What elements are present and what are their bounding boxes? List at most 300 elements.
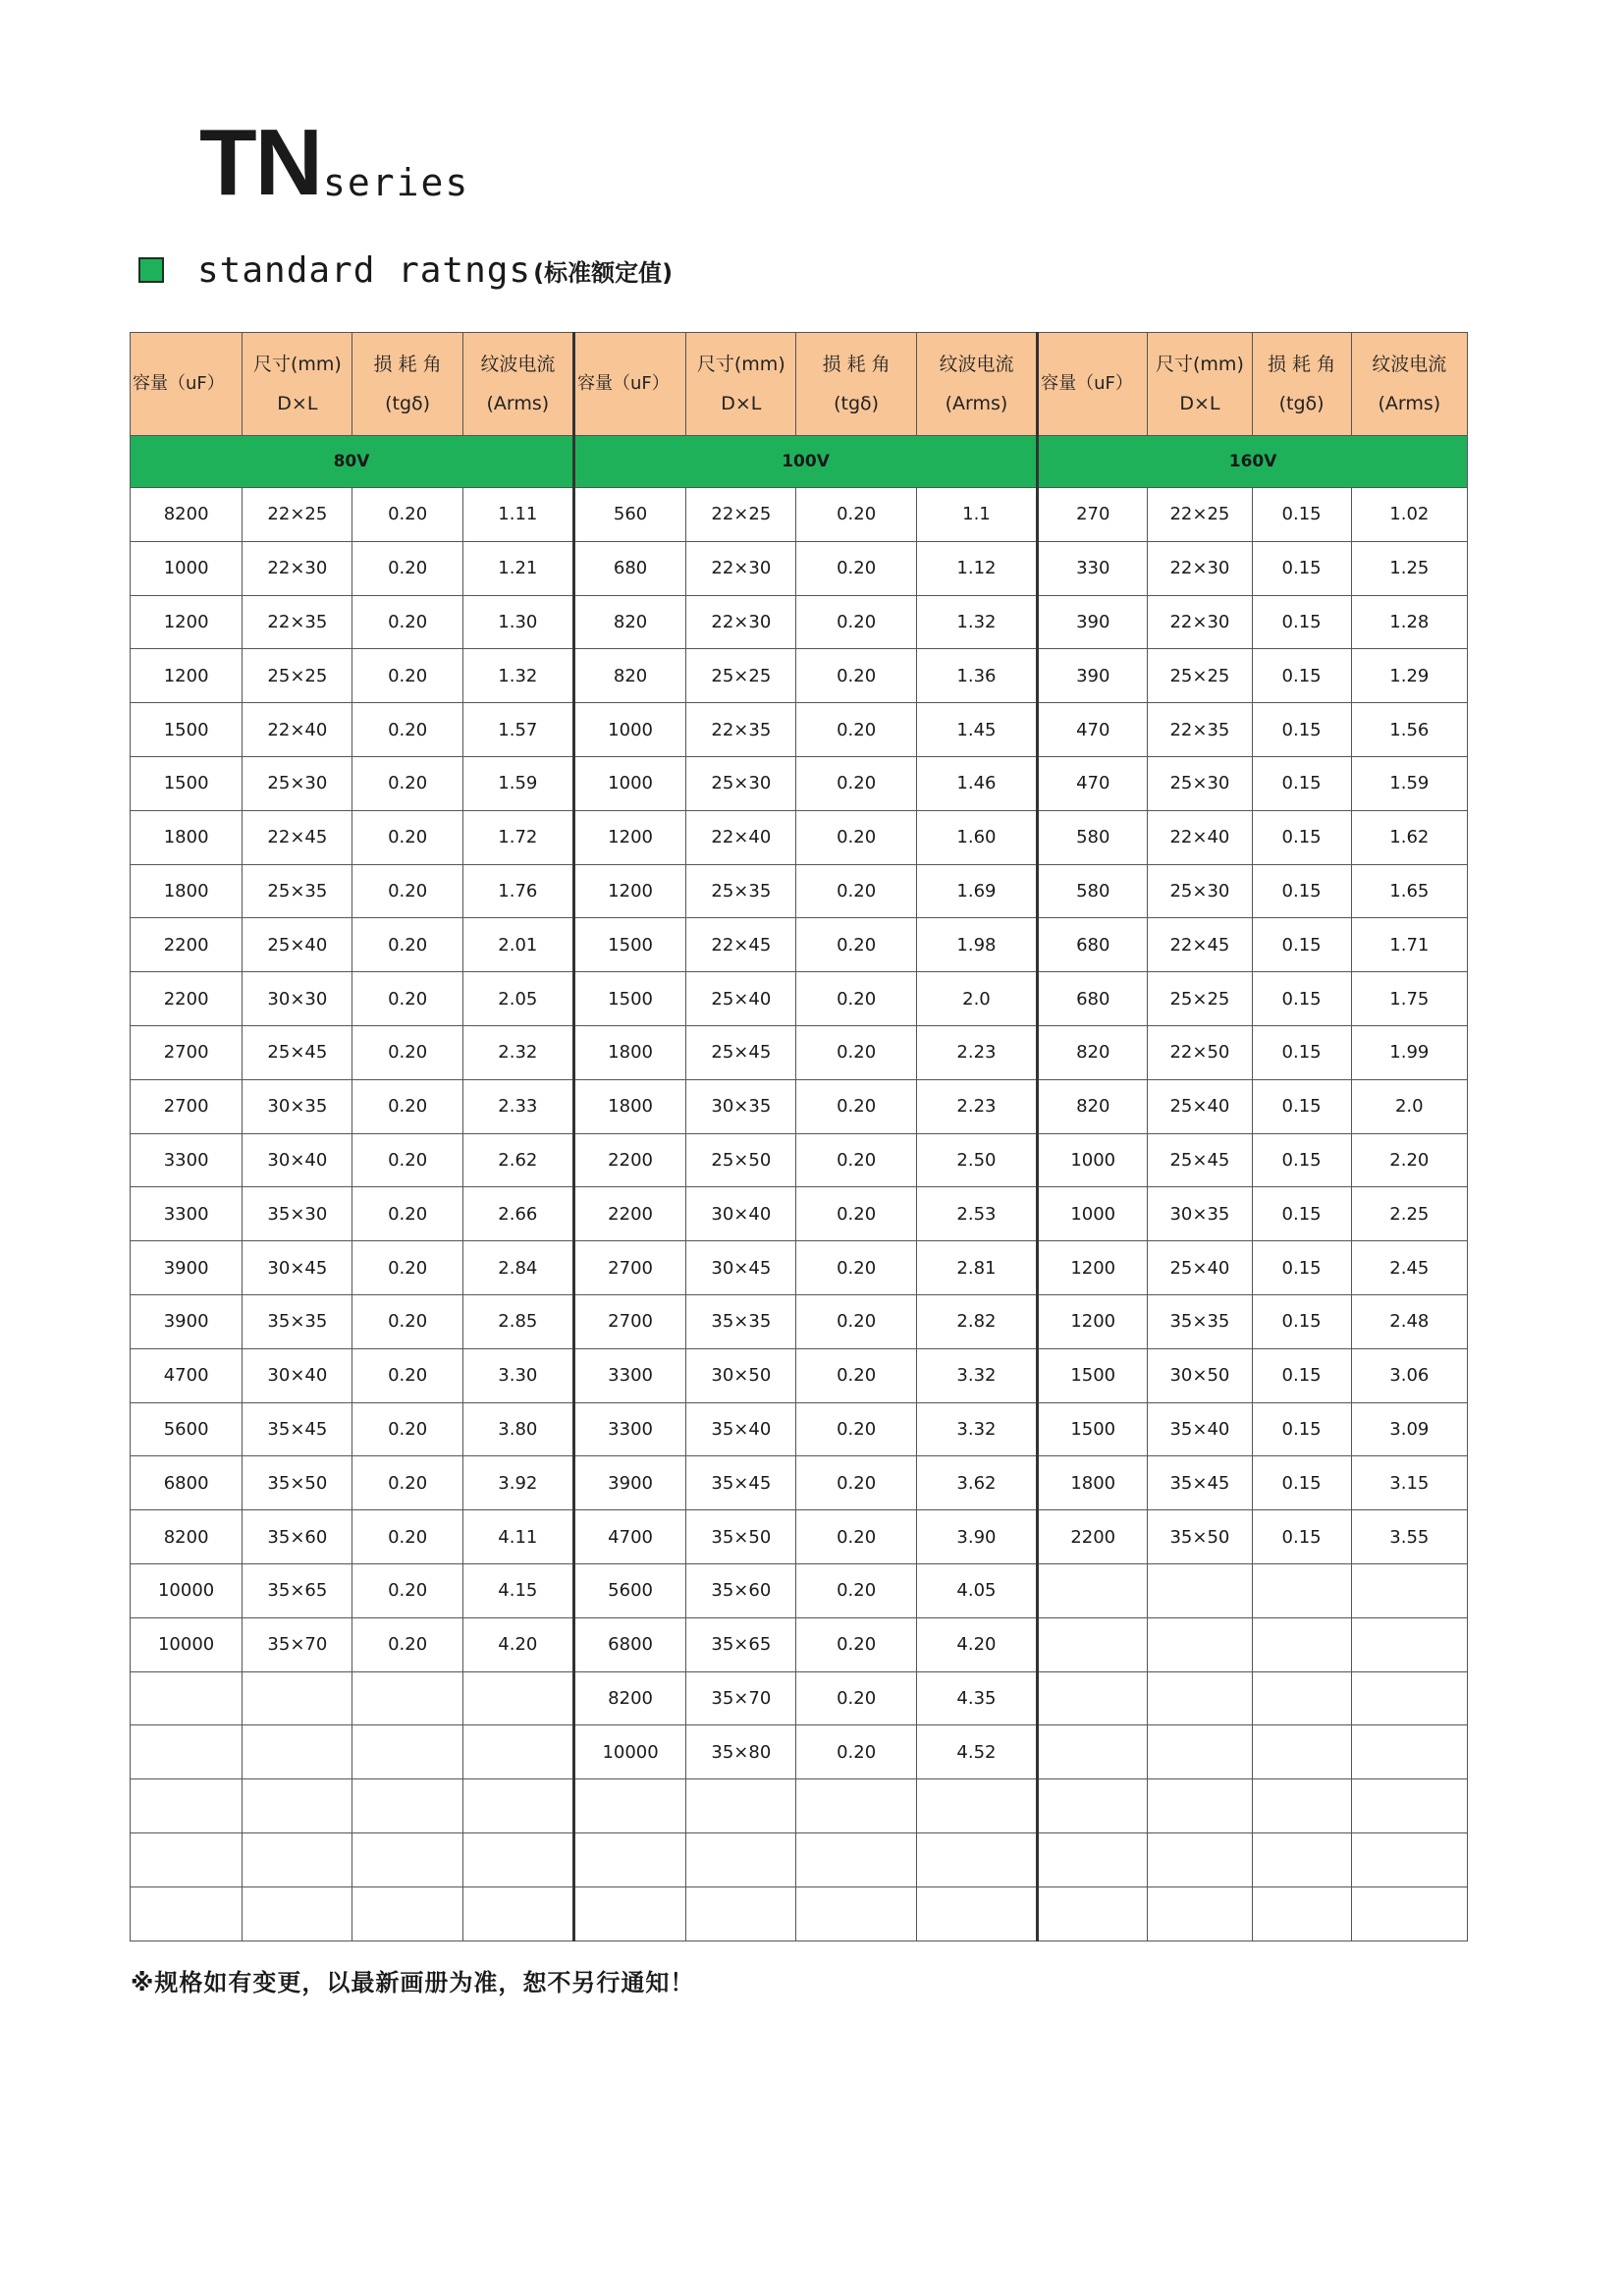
loss-angle-cell xyxy=(796,1886,916,1941)
ripple-current-cell: 1.57 xyxy=(462,703,573,757)
ripple-current-cell xyxy=(1351,1779,1467,1833)
loss-angle-cell: 0.20 xyxy=(352,756,462,810)
size-cell xyxy=(1148,1671,1252,1725)
ripple-current-cell xyxy=(916,1832,1037,1886)
ripple-current-cell: 1.69 xyxy=(916,864,1037,918)
size-cell: 30×30 xyxy=(243,972,352,1026)
size-cell xyxy=(243,1671,352,1725)
size-cell: 22×45 xyxy=(1148,918,1252,972)
series-title xyxy=(199,110,470,215)
size-cell xyxy=(686,1886,796,1941)
loss-angle-cell: 0.15 xyxy=(1252,810,1351,864)
size-cell: 30×50 xyxy=(686,1348,796,1402)
loss-angle-cell: 0.20 xyxy=(796,1725,916,1779)
loss-angle-cell: 0.20 xyxy=(796,1079,916,1133)
loss-angle-cell: 0.20 xyxy=(796,1510,916,1564)
capacitance-cell: 2200 xyxy=(131,972,243,1026)
loss-angle-cell: 0.15 xyxy=(1252,1456,1351,1510)
capacitance-cell: 680 xyxy=(1038,918,1148,972)
size-cell xyxy=(243,1725,352,1779)
size-cell xyxy=(1148,1832,1252,1886)
capacitance-cell: 820 xyxy=(1038,1025,1148,1079)
size-cell: 35×45 xyxy=(243,1402,352,1456)
size-cell: 22×40 xyxy=(243,703,352,757)
voltage-label: 160V xyxy=(1038,436,1468,488)
size-cell: 25×40 xyxy=(1148,1079,1252,1133)
ripple-current-cell: 1.11 xyxy=(462,488,573,542)
size-cell: 35×45 xyxy=(1148,1456,1252,1510)
table-row xyxy=(131,1241,1468,1295)
ripple-current-cell: 1.02 xyxy=(1351,488,1467,542)
size-cell xyxy=(1148,1563,1252,1617)
ripple-current-cell xyxy=(462,1671,573,1725)
header-size-label: 尺寸(mm) xyxy=(252,354,342,375)
size-cell xyxy=(243,1886,352,1941)
capacitance-cell: 8200 xyxy=(131,1510,243,1564)
size-cell: 22×25 xyxy=(686,488,796,542)
capacitance-cell xyxy=(573,1779,685,1833)
ripple-current-cell: 2.32 xyxy=(462,1025,573,1079)
ripple-current-cell: 2.53 xyxy=(916,1187,1037,1241)
size-cell: 25×25 xyxy=(1148,972,1252,1026)
ripple-current-cell: 4.20 xyxy=(462,1617,573,1671)
capacitance-cell xyxy=(131,1832,243,1886)
capacitance-cell xyxy=(1038,1617,1148,1671)
capacitance-cell: 1800 xyxy=(131,864,243,918)
size-cell: 30×50 xyxy=(1148,1348,1252,1402)
table-row xyxy=(131,1617,1468,1671)
table-row xyxy=(131,756,1468,810)
ripple-current-cell xyxy=(462,1832,573,1886)
loss-angle-cell xyxy=(1252,1779,1351,1833)
size-cell: 30×40 xyxy=(243,1348,352,1402)
series-title-main: TN xyxy=(199,110,321,215)
size-cell: 22×40 xyxy=(686,810,796,864)
table-row xyxy=(131,1348,1468,1402)
loss-angle-cell: 0.20 xyxy=(352,1510,462,1564)
loss-angle-cell xyxy=(352,1886,462,1941)
ripple-current-cell xyxy=(462,1886,573,1941)
size-cell: 35×45 xyxy=(686,1456,796,1510)
size-cell: 35×35 xyxy=(1148,1294,1252,1348)
capacitance-cell xyxy=(131,1671,243,1725)
size-cell: 22×50 xyxy=(1148,1025,1252,1079)
header-ripple-current-label: 纹波电流 xyxy=(939,354,1014,375)
capacitance-cell: 680 xyxy=(1038,972,1148,1026)
capacitance-cell: 3900 xyxy=(131,1294,243,1348)
size-cell xyxy=(243,1832,352,1886)
series-title-sub: series xyxy=(322,161,470,204)
capacitance-cell: 2200 xyxy=(573,1187,685,1241)
table-row xyxy=(131,595,1468,649)
loss-angle-cell: 0.15 xyxy=(1252,756,1351,810)
loss-angle-cell: 0.20 xyxy=(796,1563,916,1617)
loss-angle-cell: 0.20 xyxy=(352,488,462,542)
size-cell: 25×35 xyxy=(686,864,796,918)
loss-angle-cell: 0.15 xyxy=(1252,1241,1351,1295)
loss-angle-cell: 0.15 xyxy=(1252,649,1351,703)
capacitance-cell xyxy=(1038,1563,1148,1617)
ripple-current-cell: 1.65 xyxy=(1351,864,1467,918)
capacitance-cell: 1800 xyxy=(573,1025,685,1079)
table-row xyxy=(131,541,1468,595)
loss-angle-cell xyxy=(352,1779,462,1833)
capacitance-cell xyxy=(1038,1779,1148,1833)
loss-angle-cell: 0.20 xyxy=(796,541,916,595)
size-cell xyxy=(1148,1779,1252,1833)
size-cell: 25×30 xyxy=(1148,864,1252,918)
size-cell: 30×35 xyxy=(243,1079,352,1133)
loss-angle-cell: 0.20 xyxy=(352,595,462,649)
loss-angle-cell: 0.20 xyxy=(352,1563,462,1617)
capacitance-cell: 1800 xyxy=(131,810,243,864)
header-loss-angle xyxy=(1252,333,1351,436)
size-cell: 35×50 xyxy=(1148,1510,1252,1564)
capacitance-cell xyxy=(573,1832,685,1886)
capacitance-cell: 10000 xyxy=(131,1563,243,1617)
ripple-current-cell: 2.62 xyxy=(462,1133,573,1187)
capacitance-cell xyxy=(131,1886,243,1941)
loss-angle-cell xyxy=(1252,1563,1351,1617)
table-row xyxy=(131,1832,1468,1886)
size-cell: 35×50 xyxy=(686,1510,796,1564)
table-row xyxy=(131,1025,1468,1079)
ripple-current-cell: 2.05 xyxy=(462,972,573,1026)
loss-angle-cell: 0.20 xyxy=(796,1671,916,1725)
loss-angle-cell: 0.20 xyxy=(796,1133,916,1187)
capacitance-cell: 1500 xyxy=(1038,1402,1148,1456)
capacitance-cell: 6800 xyxy=(573,1617,685,1671)
loss-angle-cell xyxy=(352,1832,462,1886)
loss-angle-cell: 0.20 xyxy=(352,1079,462,1133)
table-row xyxy=(131,864,1468,918)
capacitance-cell: 1800 xyxy=(573,1079,685,1133)
loss-angle-cell: 0.15 xyxy=(1252,1402,1351,1456)
header-ripple-current-unit: (Arms) xyxy=(1378,393,1441,414)
section-heading xyxy=(138,246,673,295)
capacitance-cell: 10000 xyxy=(131,1617,243,1671)
size-cell: 22×30 xyxy=(686,541,796,595)
size-cell: 35×70 xyxy=(686,1671,796,1725)
size-cell: 35×40 xyxy=(1148,1402,1252,1456)
ripple-current-cell: 2.23 xyxy=(916,1025,1037,1079)
header-size-unit: D×L xyxy=(721,393,762,414)
header-ripple-current xyxy=(1351,333,1467,436)
ripple-current-cell: 1.45 xyxy=(916,703,1037,757)
size-cell: 35×50 xyxy=(243,1456,352,1510)
ripple-current-cell: 3.32 xyxy=(916,1402,1037,1456)
ripple-current-cell: 2.82 xyxy=(916,1294,1037,1348)
capacitance-cell: 270 xyxy=(1038,488,1148,542)
header-ripple-current xyxy=(916,333,1037,436)
ripple-current-cell: 1.76 xyxy=(462,864,573,918)
loss-angle-cell: 0.15 xyxy=(1252,595,1351,649)
section-heading-en: standard ratngs xyxy=(197,249,532,291)
table-row xyxy=(131,1294,1468,1348)
capacitance-cell: 4700 xyxy=(573,1510,685,1564)
capacitance-cell xyxy=(1038,1886,1148,1941)
size-cell: 30×35 xyxy=(1148,1187,1252,1241)
size-cell: 30×40 xyxy=(243,1133,352,1187)
header-loss-angle-label: 损 耗 角 xyxy=(373,354,442,375)
size-cell: 25×40 xyxy=(243,918,352,972)
table-row xyxy=(131,649,1468,703)
ripple-current-cell: 1.99 xyxy=(1351,1025,1467,1079)
loss-angle-cell: 0.20 xyxy=(796,918,916,972)
ripple-current-cell: 1.30 xyxy=(462,595,573,649)
capacitance-cell: 1000 xyxy=(1038,1187,1148,1241)
capacitance-cell: 1200 xyxy=(131,649,243,703)
ripple-current-cell: 1.28 xyxy=(1351,595,1467,649)
capacitance-cell: 3300 xyxy=(573,1348,685,1402)
loss-angle-cell: 0.20 xyxy=(796,1294,916,1348)
loss-angle-cell: 0.15 xyxy=(1252,1079,1351,1133)
header-capacitance-label: 容量（uF） xyxy=(133,373,225,394)
capacitance-cell: 2700 xyxy=(131,1079,243,1133)
capacitance-cell: 470 xyxy=(1038,703,1148,757)
capacitance-cell: 820 xyxy=(573,595,685,649)
voltage-label: 80V xyxy=(131,436,574,488)
size-cell: 22×30 xyxy=(243,541,352,595)
loss-angle-cell: 0.15 xyxy=(1252,1294,1351,1348)
loss-angle-cell: 0.20 xyxy=(796,1402,916,1456)
size-cell: 25×30 xyxy=(686,756,796,810)
size-cell: 35×60 xyxy=(686,1563,796,1617)
ripple-current-cell xyxy=(1351,1671,1467,1725)
size-cell xyxy=(1148,1617,1252,1671)
loss-angle-cell: 0.20 xyxy=(796,1025,916,1079)
size-cell: 30×45 xyxy=(686,1241,796,1295)
header-loss-angle-unit: (tgδ) xyxy=(385,393,431,414)
table-row xyxy=(131,1779,1468,1833)
size-cell: 35×40 xyxy=(686,1402,796,1456)
capacitance-cell xyxy=(573,1886,685,1941)
loss-angle-cell: 0.15 xyxy=(1252,1510,1351,1564)
capacitance-cell: 3300 xyxy=(131,1133,243,1187)
loss-angle-cell: 0.15 xyxy=(1252,541,1351,595)
size-cell: 25×45 xyxy=(686,1025,796,1079)
ripple-current-cell: 4.15 xyxy=(462,1563,573,1617)
size-cell: 35×60 xyxy=(243,1510,352,1564)
loss-angle-cell: 0.20 xyxy=(796,810,916,864)
header-size-unit: D×L xyxy=(1179,393,1220,414)
capacitance-cell: 1000 xyxy=(1038,1133,1148,1187)
ripple-current-cell: 1.60 xyxy=(916,810,1037,864)
loss-angle-cell: 0.20 xyxy=(796,1187,916,1241)
capacitance-cell: 2700 xyxy=(573,1294,685,1348)
ripple-current-cell xyxy=(1351,1725,1467,1779)
ripple-current-cell: 1.98 xyxy=(916,918,1037,972)
table-row xyxy=(131,1187,1468,1241)
size-cell: 22×45 xyxy=(686,918,796,972)
table-row xyxy=(131,1402,1468,1456)
header-size-label: 尺寸(mm) xyxy=(1156,354,1244,375)
size-cell: 22×25 xyxy=(1148,488,1252,542)
loss-angle-cell: 0.20 xyxy=(796,703,916,757)
ripple-current-cell: 3.09 xyxy=(1351,1402,1467,1456)
capacitance-cell: 2200 xyxy=(1038,1510,1148,1564)
ripple-current-cell xyxy=(916,1779,1037,1833)
size-cell xyxy=(1148,1725,1252,1779)
table-row xyxy=(131,972,1468,1026)
header-capacitance-label: 容量（uF） xyxy=(1041,373,1133,394)
ripple-current-cell: 1.75 xyxy=(1351,972,1467,1026)
capacitance-cell: 5600 xyxy=(573,1563,685,1617)
capacitance-cell: 4700 xyxy=(131,1348,243,1402)
ripple-current-cell: 2.84 xyxy=(462,1241,573,1295)
size-cell: 25×45 xyxy=(243,1025,352,1079)
ripple-current-cell: 2.33 xyxy=(462,1079,573,1133)
ripple-current-cell: 1.32 xyxy=(916,595,1037,649)
ripple-current-cell: 1.1 xyxy=(916,488,1037,542)
ripple-current-cell: 1.71 xyxy=(1351,918,1467,972)
capacitance-cell: 1500 xyxy=(1038,1348,1148,1402)
capacitance-cell: 1500 xyxy=(131,756,243,810)
size-cell: 35×35 xyxy=(243,1294,352,1348)
loss-angle-cell: 0.20 xyxy=(352,1294,462,1348)
table-row xyxy=(131,1510,1468,1564)
loss-angle-cell: 0.20 xyxy=(352,810,462,864)
ripple-current-cell: 1.59 xyxy=(1351,756,1467,810)
ripple-current-cell: 1.21 xyxy=(462,541,573,595)
loss-angle-cell: 0.20 xyxy=(352,1241,462,1295)
voltage-row xyxy=(131,436,1468,488)
capacitance-cell: 3300 xyxy=(131,1187,243,1241)
capacitance-cell: 3300 xyxy=(573,1402,685,1456)
size-cell: 22×35 xyxy=(1148,703,1252,757)
size-cell: 25×50 xyxy=(686,1133,796,1187)
loss-angle-cell: 0.20 xyxy=(352,541,462,595)
size-cell: 25×35 xyxy=(243,864,352,918)
loss-angle-cell: 0.20 xyxy=(352,1025,462,1079)
capacitance-cell: 1500 xyxy=(131,703,243,757)
header-loss-angle-unit: (tgδ) xyxy=(1278,393,1325,414)
capacitance-cell: 580 xyxy=(1038,810,1148,864)
size-cell: 22×30 xyxy=(1148,595,1252,649)
capacitance-cell: 1200 xyxy=(573,810,685,864)
ripple-current-cell: 1.46 xyxy=(916,756,1037,810)
ripple-current-cell: 1.29 xyxy=(1351,649,1467,703)
capacitance-cell: 560 xyxy=(573,488,685,542)
loss-angle-cell: 0.20 xyxy=(352,1348,462,1402)
section-heading-zh: (标准额定值) xyxy=(533,258,674,287)
header-loss-angle xyxy=(796,333,916,436)
green-square-icon xyxy=(138,257,164,283)
loss-angle-cell: 0.15 xyxy=(1252,1133,1351,1187)
loss-angle-cell xyxy=(1252,1886,1351,1941)
ripple-current-cell: 1.56 xyxy=(1351,703,1467,757)
ripple-current-cell: 2.50 xyxy=(916,1133,1037,1187)
loss-angle-cell: 0.20 xyxy=(352,1456,462,1510)
capacitance-cell: 1800 xyxy=(1038,1456,1148,1510)
loss-angle-cell: 0.15 xyxy=(1252,864,1351,918)
header-loss-angle-unit: (tgδ) xyxy=(834,393,880,414)
ripple-current-cell: 2.0 xyxy=(1351,1079,1467,1133)
ripple-current-cell: 3.80 xyxy=(462,1402,573,1456)
header-size-unit: D×L xyxy=(277,393,318,414)
capacitance-cell: 5600 xyxy=(131,1402,243,1456)
loss-angle-cell xyxy=(352,1725,462,1779)
loss-angle-cell: 0.20 xyxy=(352,1187,462,1241)
loss-angle-cell: 0.15 xyxy=(1252,1025,1351,1079)
capacitance-cell: 8200 xyxy=(131,488,243,542)
ripple-current-cell: 2.66 xyxy=(462,1187,573,1241)
size-cell: 35×30 xyxy=(243,1187,352,1241)
capacitance-cell: 1000 xyxy=(573,756,685,810)
capacitance-cell: 6800 xyxy=(131,1456,243,1510)
size-cell: 35×65 xyxy=(686,1617,796,1671)
loss-angle-cell: 0.15 xyxy=(1252,972,1351,1026)
loss-angle-cell: 0.20 xyxy=(796,1241,916,1295)
ripple-current-cell: 2.23 xyxy=(916,1079,1037,1133)
table-header-row xyxy=(131,333,1468,436)
header-size-label: 尺寸(mm) xyxy=(696,354,785,375)
ripple-current-cell: 1.62 xyxy=(1351,810,1467,864)
header-size xyxy=(686,333,796,436)
size-cell: 25×40 xyxy=(686,972,796,1026)
size-cell: 22×25 xyxy=(243,488,352,542)
table-row xyxy=(131,488,1468,542)
table-row xyxy=(131,1563,1468,1617)
size-cell: 35×70 xyxy=(243,1617,352,1671)
loss-angle-cell: 0.20 xyxy=(352,703,462,757)
ripple-current-cell: 1.72 xyxy=(462,810,573,864)
ripple-current-cell: 3.90 xyxy=(916,1510,1037,1564)
table-row xyxy=(131,703,1468,757)
capacitance-cell: 680 xyxy=(573,541,685,595)
ripple-current-cell: 2.85 xyxy=(462,1294,573,1348)
ripple-current-cell xyxy=(1351,1886,1467,1941)
ripple-current-cell: 4.20 xyxy=(916,1617,1037,1671)
header-capacitance xyxy=(131,333,243,436)
size-cell: 30×35 xyxy=(686,1079,796,1133)
loss-angle-cell: 0.20 xyxy=(796,1456,916,1510)
size-cell: 25×30 xyxy=(1148,756,1252,810)
header-capacitance-label: 容量（uF） xyxy=(576,373,670,394)
loss-angle-cell: 0.20 xyxy=(796,488,916,542)
loss-angle-cell xyxy=(352,1671,462,1725)
ripple-current-cell: 3.62 xyxy=(916,1456,1037,1510)
table-row xyxy=(131,1133,1468,1187)
ripple-current-cell: 3.06 xyxy=(1351,1348,1467,1402)
loss-angle-cell: 0.20 xyxy=(796,1617,916,1671)
size-cell: 22×35 xyxy=(686,703,796,757)
ripple-current-cell: 3.55 xyxy=(1351,1510,1467,1564)
ripple-current-cell: 3.92 xyxy=(462,1456,573,1510)
capacitance-cell: 2700 xyxy=(573,1241,685,1295)
capacitance-cell: 580 xyxy=(1038,864,1148,918)
ripple-current-cell: 4.05 xyxy=(916,1563,1037,1617)
capacitance-cell: 820 xyxy=(1038,1079,1148,1133)
ripple-current-cell: 3.32 xyxy=(916,1348,1037,1402)
size-cell: 25×30 xyxy=(243,756,352,810)
loss-angle-cell: 0.20 xyxy=(352,918,462,972)
size-cell: 25×25 xyxy=(1148,649,1252,703)
ripple-current-cell: 1.59 xyxy=(462,756,573,810)
size-cell xyxy=(243,1779,352,1833)
capacitance-cell xyxy=(131,1725,243,1779)
size-cell: 25×45 xyxy=(1148,1133,1252,1187)
loss-angle-cell: 0.20 xyxy=(352,972,462,1026)
size-cell: 22×35 xyxy=(243,595,352,649)
capacitance-cell: 2200 xyxy=(573,1133,685,1187)
size-cell: 25×25 xyxy=(686,649,796,703)
capacitance-cell: 8200 xyxy=(573,1671,685,1725)
capacitance-cell: 470 xyxy=(1038,756,1148,810)
loss-angle-cell: 0.20 xyxy=(796,1348,916,1402)
size-cell: 22×45 xyxy=(243,810,352,864)
ripple-current-cell: 2.81 xyxy=(916,1241,1037,1295)
